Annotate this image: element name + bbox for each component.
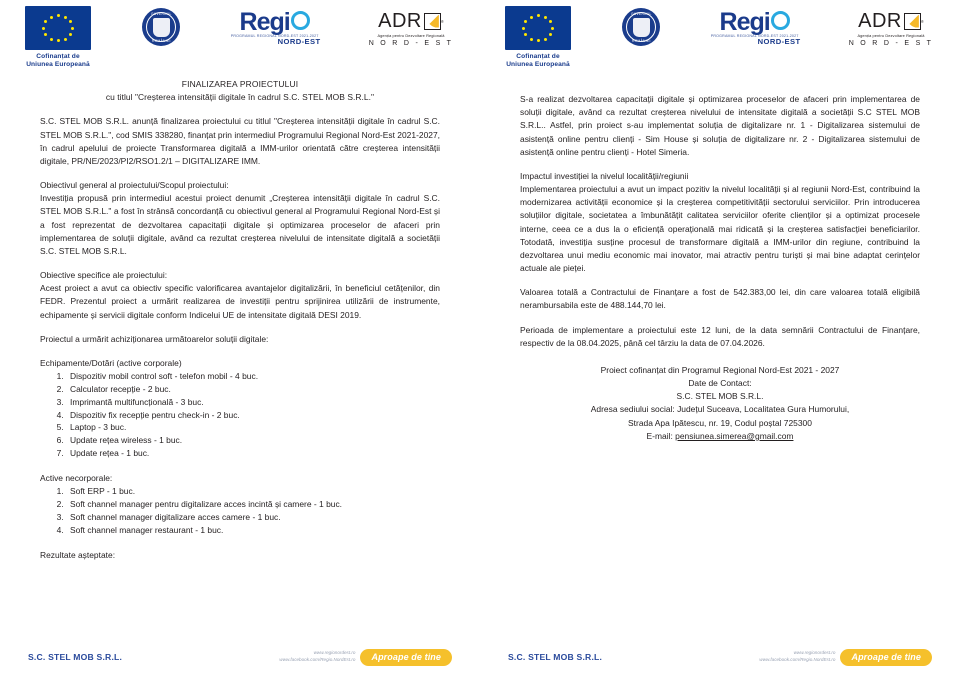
seal-bottom-text: ROMÂNIEI xyxy=(151,38,171,43)
list-item: 2. Calculator recepție - 2 buc. xyxy=(66,383,440,396)
list-item: 3. Soft channel manager digitalizare acces camere - 1 buc. xyxy=(66,511,440,524)
adr-subtitle: Agenția pentru Dezvoltare Regională xyxy=(377,32,445,38)
results-heading: Rezultate așteptate: xyxy=(40,549,116,560)
specific-objectives-heading: Obiective specifice ale proiectului: xyxy=(40,270,168,281)
contract-value-paragraph: Valoarea totală a Contractului de Finanțare a fost de 542.383,00 lei, din care valoarea totală eligibilă nerambursabila este de 488.144,70 lei. xyxy=(520,287,920,311)
adr-logo-block-right xyxy=(832,6,950,47)
intro-paragraph: S.C. STEL MOB S.R.L. anunță finalizarea proiectului cu titlul "Creșterea intensității digitale în cadrul S.C. STEL MOB S.R.L.", cod SMIS 338280, finanțat prin intermediul Programului Regional Nord-Est 2021-2027, în cadrul apelului de proiecte Transformarea digitală a IMM-urilor orientată către creșterea intensității digitale, PR/NE/2023/PI2/RSO1.2/1 – DIGITALIZARE IMM. xyxy=(40,116,440,166)
acquisitions-intro: Proiectul a urmărit achiziționarea următoarelor soluții digitale: xyxy=(40,333,269,344)
adr-region-label: N O R D - E S T xyxy=(848,39,934,47)
regio-subtitle: PROGRAMUL REGIONAL NORD-EST 2021-2027 xyxy=(710,34,799,38)
specific-objectives-body: Acest proiect a avut ca obiectiv specific valorificarea avantajelor digitalizării, în beneficiul cetățenilor, din FEDR. Prezentul proiect a urmărit realizarea de investiții pentru sprijinirea utilizării de instrumente, echipamente și servicii digitale conform Indicelui UE de intensitate digitală DESI 2019. xyxy=(40,283,440,320)
list-item: 2. Soft channel manager pentru digitalizare acces incintă și camere - 1 buc. xyxy=(66,498,440,511)
eu-caption xyxy=(10,53,106,69)
footer-url-facebook[interactable]: www.facebook.com/Regio.NordEst.ro xyxy=(279,657,356,662)
page-right xyxy=(480,0,960,679)
tangible-assets-heading: Echipamente/Dotări (active corporale) xyxy=(40,357,182,368)
eu-caption-line2: Uniunea Europeană xyxy=(26,61,90,69)
adr-square-icon xyxy=(904,13,921,30)
eu-caption-line2: Uniunea Europeană xyxy=(506,61,570,69)
aproape-de-tine-badge: Aproape de tine xyxy=(840,649,932,666)
list-item: 5. Laptop - 3 buc. xyxy=(66,421,440,434)
regio-circle-icon xyxy=(771,11,790,30)
regio-wordmark-text: Regi xyxy=(239,8,290,36)
contact-email-link[interactable]: pensiunea.simerea@gmail.com xyxy=(675,430,794,441)
eu-flag-icon xyxy=(505,6,571,50)
government-seal-icon xyxy=(142,8,180,46)
intangible-assets-list xyxy=(66,485,440,536)
seal-top-text: GUVERNUL xyxy=(630,11,652,16)
list-item: 4. Soft channel manager restaurant - 1 buc. xyxy=(66,524,440,537)
implementation-period-paragraph: Perioada de implementare a proiectului este 12 luni, de la data semnării Contractului de Finanțare, respectiv de la 08.04.2025, până cel târziu la data de 07.04.2026. xyxy=(520,324,920,348)
adr-region-label: N O R D - E S T xyxy=(368,39,454,47)
romanian-government-seal-block-right xyxy=(605,6,677,46)
logo-strip-right xyxy=(480,0,960,69)
adr-wordmark: ADR xyxy=(858,10,902,32)
list-item: 1. Dispozitiv mobil control soft - telefon mobil - 4 buc. xyxy=(66,370,440,383)
footer-url-facebook[interactable]: www.facebook.com/Regio.NordEst.ro xyxy=(759,657,836,662)
eu-emblem-block-right xyxy=(490,6,586,69)
eu-flag-icon xyxy=(25,6,91,50)
contact-address-line-1: Adresa sediului social: Județul Suceava, Localitatea Gura Humorului, xyxy=(590,404,850,415)
title-line-1: FINALIZAREA PROIECTULUI xyxy=(181,79,299,89)
adr-registered-mark: ® xyxy=(920,18,924,24)
footer-left xyxy=(0,635,480,679)
impact-body: Implementarea proiectului a avut un impact pozitiv la nivelul localității și al regiunii Nord-Est, contribuind la modernizarea activității economice și la creșterea competitivității sectorului serviciilor. Prin introducerea soluțiilor digitale, societatea a îmbunătățit calitatea serviciilor oferite clienților și a optimizat procesele interne, ceea ce a dus la o eficiență operațională mai ridicată și la creșterea satisfacției beneficiarilor. Totodată, investiția susține procesul de transformare digitală a IMM-urilor din regiune, contribuind la dezvoltarea unui mediu economic mai inovator, mai atractiv pentru turiști și mai bine adaptat cerințelor actuale ale pieței. xyxy=(520,184,920,274)
eu-caption-line1: Cofinanțat de xyxy=(516,53,560,60)
contact-heading: Date de Contact: xyxy=(688,378,752,389)
seal-top-text: GUVERNUL xyxy=(150,11,172,16)
contact-address-line-2: Strada Apa Ipătescu, nr. 19, Codul poștal 725300 xyxy=(628,417,812,428)
impact-heading: Impactul investiției la nivelul localității/regiunii xyxy=(520,170,689,181)
adr-square-icon xyxy=(424,13,441,30)
romanian-government-seal-block xyxy=(125,6,197,46)
document-title xyxy=(40,78,440,104)
title-line-2: cu titlul "Creșterea intensității digitale în cadrul S.C. STEL MOB S.R.L." xyxy=(105,92,375,103)
government-seal-icon xyxy=(622,8,660,46)
tangible-assets-list xyxy=(66,370,440,460)
regio-wordmark-text: Regi xyxy=(719,8,770,36)
list-item: 3. Imprimantă multifuncțională - 3 buc. xyxy=(66,396,440,409)
results-paragraph: S-a realizat dezvoltarea capacitații digitale și optimizarea proceselor de afaceri prin implementarea de soluții digitale, având ca rezultat creșterea nivelului de intensitate digitală a societății S.C STEL MOB S.R.L.. Astfel, prin proiect s-au implementat soluția de digitalizare nr. 1 - Digitalizarea sistemului de asistență online pentru clienți - Sim House și soluția de digitalizare nr. 2 - Digitalizarea sistemului de asistență online pentru clienți - Hotel Simeria. xyxy=(520,94,920,157)
list-item: 1. Soft ERP - 1 buc. xyxy=(66,485,440,498)
list-item: 6. Update rețea wireless - 1 buc. xyxy=(66,434,440,447)
adr-wordmark: ADR xyxy=(378,10,422,32)
regio-circle-icon xyxy=(291,11,310,30)
regio-region-label: NORD-EST xyxy=(277,37,321,46)
general-objective-body: Investiția propusă prin intermediul acestui proiect denumit „Creșterea intensității digitale în cadrul S.C. STEL MOB S.R.L." a fost în strânsă concordanță cu obiectivul general al Programului Regional Nord-Est și a fost reprezentat de dezvoltarea capacitații digitale și optimizarea proceselor de afaceri prin implementarea de soluții digitale, având ca rezultat creșterea nivelului de intensitate digitală a societății S.C. STEL MOB S.R.L. xyxy=(40,193,440,256)
eu-caption xyxy=(490,53,586,69)
adr-logo-block xyxy=(352,6,470,47)
footer-company-name: S.C. STEL MOB S.R.L. xyxy=(28,652,123,662)
eu-emblem-block xyxy=(10,6,106,69)
regio-wordmark xyxy=(240,10,310,35)
aproape-de-tine-badge: Aproape de tine xyxy=(360,649,452,666)
intangible-assets-heading: Active necorporale: xyxy=(40,473,113,483)
footer-company-name: S.C. STEL MOB S.R.L. xyxy=(508,652,603,662)
general-objective-heading: Obiectivul general al proiectului/Scopul proiectului: xyxy=(40,180,229,191)
contact-email-label: E-mail: xyxy=(646,430,676,441)
list-item: 7. Update rețea - 1 buc. xyxy=(66,447,440,460)
regio-wordmark xyxy=(720,10,790,35)
contact-block xyxy=(520,364,920,443)
logo-strip-left xyxy=(0,0,480,69)
list-item: 4. Dispozitiv fix recepție pentru check-in - 2 buc. xyxy=(66,409,440,422)
contact-company: S.C. STEL MOB S.R.L. xyxy=(676,391,764,402)
regio-subtitle: PROGRAMUL REGIONAL NORD-EST 2021-2027 xyxy=(230,34,319,38)
eu-caption-line1: Cofinanțat de xyxy=(36,53,80,60)
adr-registered-mark: ® xyxy=(440,18,444,24)
footer-url-site[interactable]: www.regionordest.ro xyxy=(793,650,836,656)
footer-url-site[interactable]: www.regionordest.ro xyxy=(313,650,356,656)
cofinance-line: Proiect cofinanțat din Programul Regional Nord-Est 2021 - 2027 xyxy=(600,364,840,375)
regio-logo-block-right xyxy=(697,6,813,46)
contact-email-row xyxy=(520,430,920,443)
left-page-body xyxy=(0,66,480,562)
footer-urls xyxy=(759,650,835,664)
footer-urls xyxy=(279,650,355,664)
footer-right xyxy=(480,635,960,679)
regio-region-label: NORD-EST xyxy=(757,37,801,46)
seal-bottom-text: ROMÂNIEI xyxy=(631,38,651,43)
right-page-body xyxy=(480,66,960,443)
regio-logo-block xyxy=(217,6,333,46)
adr-subtitle: Agenția pentru Dezvoltare Regională xyxy=(857,32,925,38)
